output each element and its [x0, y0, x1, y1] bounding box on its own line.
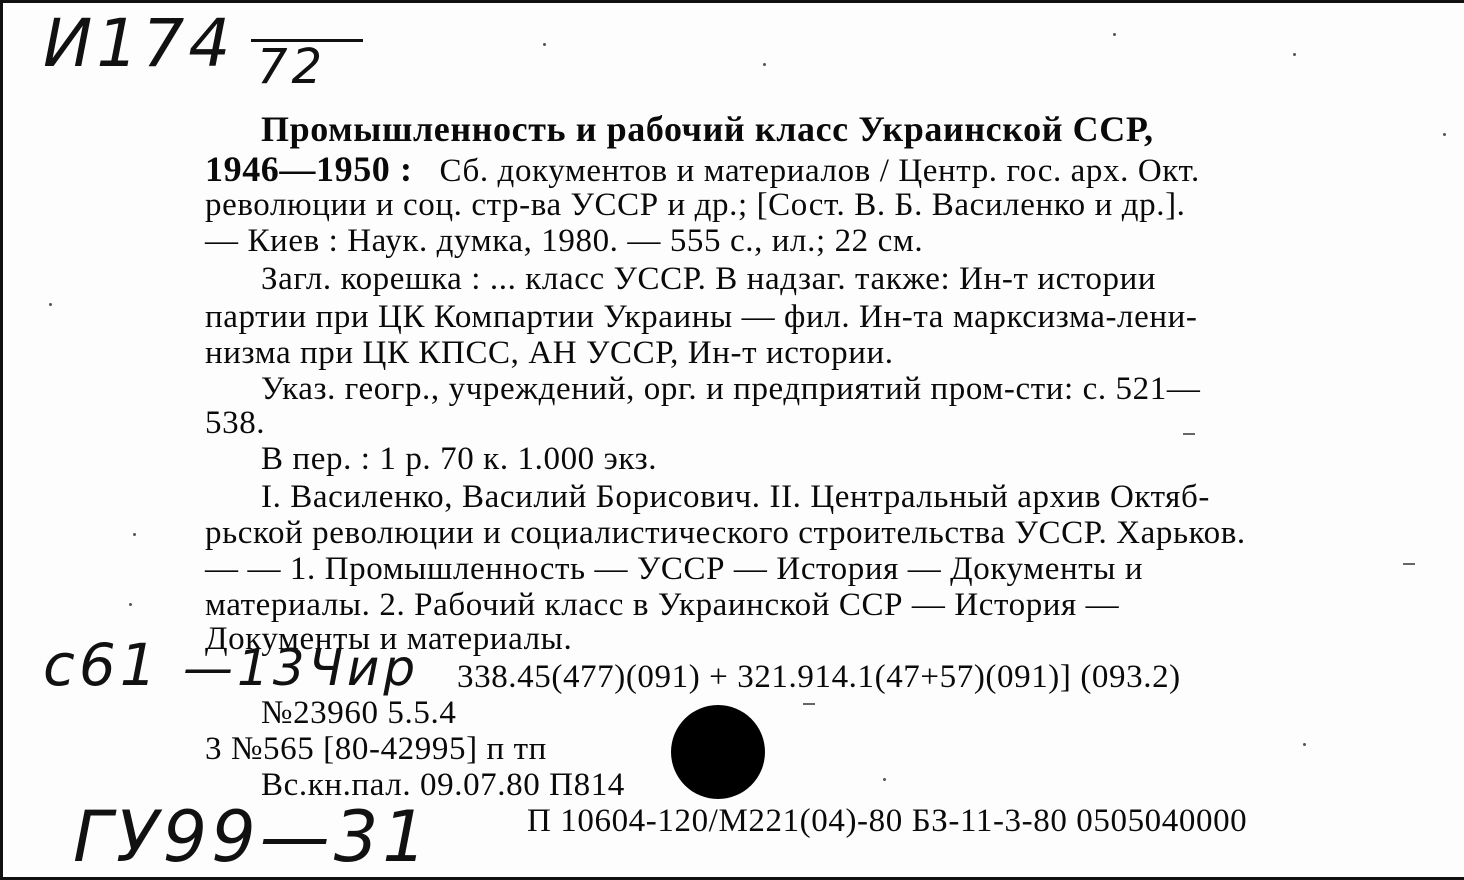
- record-number: №23960 5.5.4: [261, 695, 457, 731]
- record-added-entries-2: рьской революции и социалистического строительства УССР. Харьков.: [205, 515, 1246, 551]
- scan-speck: [49, 303, 52, 306]
- record-note-line-7: низма при ЦК КПСС, АН УССР, Ин-т истории.: [205, 335, 894, 371]
- record-line-3: революции и соц. стр-ва УССР и др.; [Сост. В. Б. Василенко и др.].: [205, 187, 1186, 223]
- handwritten-inventory-number: ГУ99—31: [73, 796, 431, 878]
- scan-dash: [1403, 563, 1415, 565]
- record-imprint: — Киев : Наук. думка, 1980. — 555 с., ил.; 22 см.: [205, 223, 924, 259]
- record-subjects-1: — — 1. Промышленность — УССР — История — Документы и: [205, 551, 1144, 587]
- scan-speck: [1113, 33, 1116, 36]
- scan-speck: [1303, 743, 1306, 746]
- record-line-2: [205, 151, 1200, 189]
- scan-speck: [1293, 53, 1296, 56]
- record-order-number: 3 №565 [80-42995] п тп: [205, 731, 547, 767]
- record-subjects-2: материалы. 2. Рабочий класс в Украинской ССР — История —: [205, 587, 1120, 623]
- record-note-line-6: партии при ЦК Компартии Украины — фил. Ин-та марксизма-лени-: [205, 299, 1198, 335]
- record-added-entries: I. Василенко, Василий Борисович. II. Центральный архив Октяб-: [261, 479, 1210, 515]
- record-classification: 338.45(477)(091) + 321.914.1(47+57)(091)] (093.2): [457, 659, 1181, 695]
- record-subjects-3: Документы и материалы.: [205, 621, 573, 657]
- record-years: 1946—1950 :: [205, 149, 413, 189]
- record-title: Промышленность и рабочий класс Украинской ССР,: [261, 109, 1154, 149]
- handwritten-fraction-denominator: 72: [251, 39, 363, 92]
- scan-speck: [133, 533, 136, 536]
- record-price-code: П 10604-120/М221(04)-80 БЗ-11-3-80 0505040000: [527, 803, 1248, 839]
- record-collection-info: Сб. документов и материалов / Центр. гос. арх. Окт.: [439, 153, 1200, 189]
- record-chamber-stamp: Вс.кн.пал. 09.07.80 П814: [261, 767, 625, 803]
- scan-dash: [1183, 433, 1195, 435]
- scan-speck: [763, 63, 766, 66]
- scan-speck: [129, 603, 132, 606]
- handwritten-call-number: И174: [43, 5, 235, 82]
- handwritten-code: —13Чир: [183, 639, 420, 697]
- record-price: В пер. : 1 р. 70 к. 1.000 экз.: [261, 441, 658, 477]
- record-index-note: Указ. геогр., учреждений, орг. и предприятий пром-сти: с. 521—: [261, 371, 1201, 407]
- card-punch-hole: [671, 705, 765, 799]
- scan-dash: [803, 703, 815, 705]
- handwritten-shelf-mark: с61: [43, 631, 161, 699]
- scan-speck: [1443, 133, 1446, 136]
- record-index-pages: 538.: [205, 405, 266, 441]
- scan-speck: [543, 43, 546, 46]
- record-note-spine-title: Загл. корешка : ... класс УССР. В надзаг. также: Ин-т истории: [261, 261, 1157, 297]
- scan-speck: [883, 778, 886, 781]
